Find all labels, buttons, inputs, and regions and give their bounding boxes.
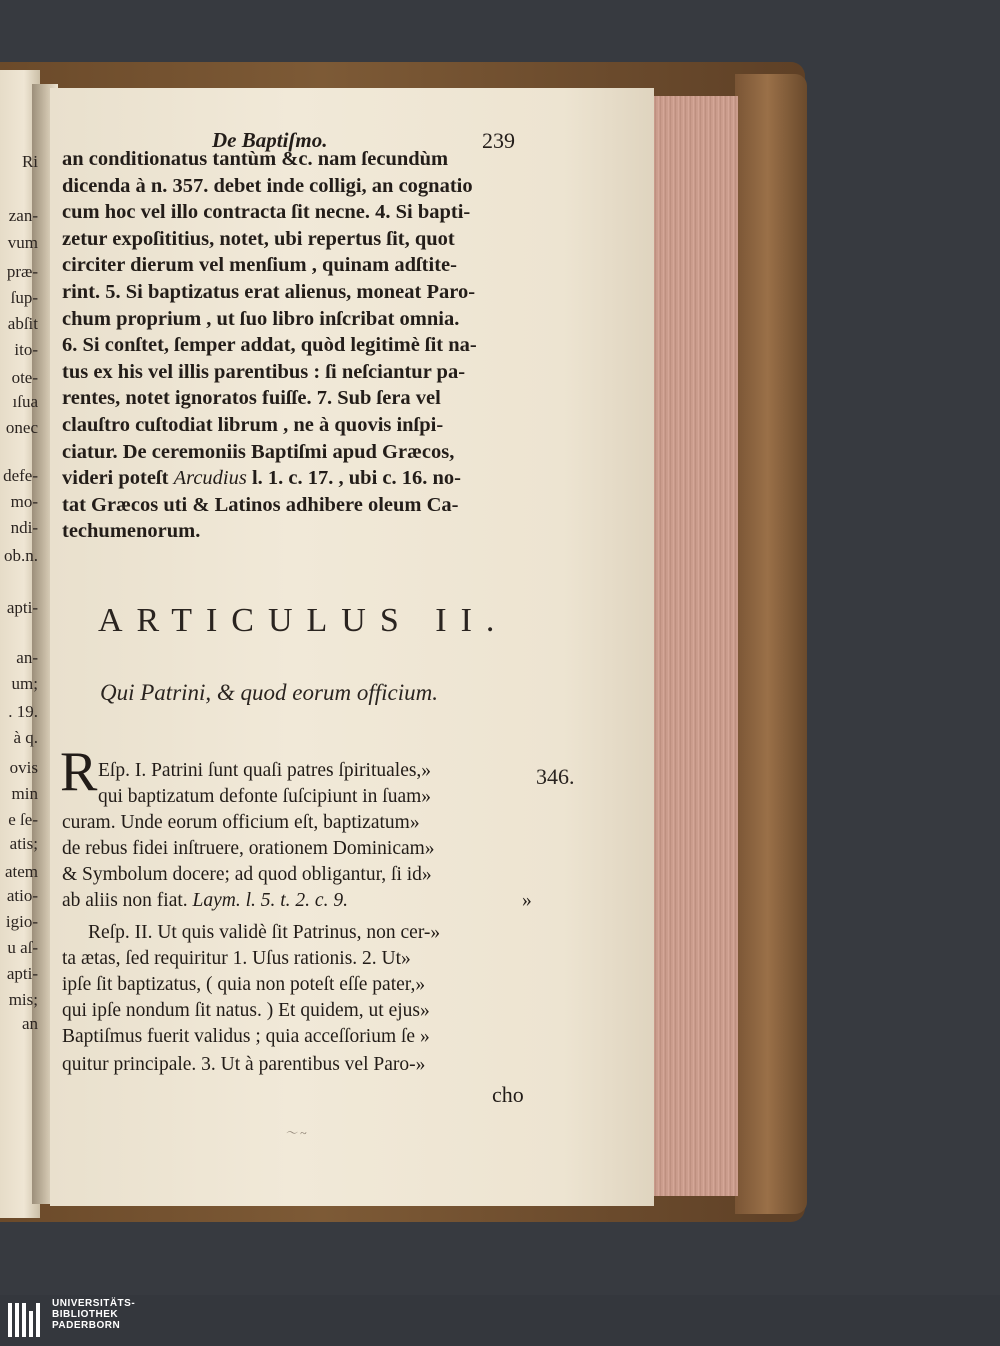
quote-mark: »	[522, 890, 532, 911]
response-line: Baptiſmus fuerit validus ; quia acceſſorium ſe »	[62, 1026, 430, 1047]
response-line: quitur principale. 3. Ut à parentibus vel Paro-»	[62, 1054, 426, 1075]
body-line: rentes, notet ignoratos fuiſſe. 7. Sub ſera vel	[62, 387, 441, 410]
body-line	[62, 467, 461, 490]
response-line: qui baptizatum defonte ſuſcipiunt in ſuam»	[98, 786, 432, 807]
cited-reference: l. 1. c. 17. , ubi c. 16. no-	[246, 467, 461, 490]
margin-fragment: Ri	[21, 152, 38, 171]
response-line: ipſe ſit baptizatus, ( quia non poteſt eſſe pater,»	[62, 974, 426, 995]
response-line: & Symbolum docere; ad quod obligantur, ſi id»	[62, 864, 432, 885]
library-name-line3: PADERBORN	[52, 1320, 121, 1331]
body-line: cum hoc vel illo contracta ſit necne. 4. Si bapti-	[62, 201, 471, 224]
margin-fragment: mo-	[10, 492, 38, 511]
laymann-citation: Laym. l. 5. t. 2. c. 9.	[187, 890, 348, 911]
margin-fragment: ndi-	[10, 518, 38, 537]
response-line: ab aliis non fiat. Laym. l. 5. t. 2. c. 9. »	[62, 890, 532, 911]
response-line: curam. Unde eorum officium eſt, baptizatum»	[62, 812, 420, 833]
margin-fragment: e ſe-	[8, 810, 38, 829]
margin-fragment: zan-	[8, 206, 38, 225]
margin-fragment: onec	[5, 418, 38, 437]
margin-fragment: atis;	[9, 834, 38, 853]
margin-fragment: . 19.	[8, 702, 38, 721]
response-line: Reſp. II. Ut quis validè ſit Patrinus, non cer-»	[88, 922, 441, 943]
book-cover-edge	[735, 74, 807, 1214]
body-line: an conditionatus tantùm &c. nam ſecundùm	[62, 148, 449, 170]
margin-fragment: apti-	[6, 964, 38, 983]
ink-smudge: ～ ~	[285, 1126, 307, 1140]
margin-fragment: præ-	[6, 262, 38, 281]
drop-cap: R	[60, 741, 98, 803]
library-name-line2: BIBLIOTHEK	[52, 1309, 119, 1320]
page-block-edge	[652, 96, 738, 1196]
body-line: circiter dierum vel menſium , quinam adſtite-	[62, 254, 457, 277]
body-line: tus ex his vel illis parentibus : ſi neſciantur pa-	[62, 360, 466, 383]
body-line: tat Græcos uti & Latinos adhibere oleum Ca-	[62, 493, 459, 516]
response-line: qui ipſe nondum ſit natus. ) Et quidem, ut ejus»	[62, 1000, 430, 1021]
response-line: de rebus fidei inſtruere, orationem Dominicam»	[62, 838, 435, 859]
margin-fragment: apti-	[6, 598, 38, 617]
margin-fragment: ote-	[11, 368, 38, 387]
library-footer	[0, 1295, 1000, 1346]
margin-fragment: ob.n.	[4, 546, 38, 565]
body-line: zetur expoſititius, notet, ubi repertus ſit, quot	[62, 227, 455, 250]
margin-fragment: ıſua	[12, 392, 38, 411]
margin-fragment: um;	[11, 674, 38, 693]
body-line: techumenorum.	[62, 520, 201, 543]
margin-number: 346.	[536, 764, 575, 789]
margin-fragment: vum	[7, 233, 38, 252]
library-logo-icon	[8, 1303, 48, 1337]
body-line: dicenda à n. 357. debet inde colligi, an cognatio	[62, 174, 473, 197]
body-line: chum proprium , ut ſuo libro inſcribat omnia.	[62, 307, 460, 330]
article-heading: ARTICULUS II.	[98, 602, 509, 639]
margin-fragment: min	[11, 784, 38, 803]
margin-fragment: igio-	[5, 912, 38, 931]
margin-fragment: ito-	[14, 340, 38, 359]
body-line: rint. 5. Si baptizatus erat alienus, moneat Paro-	[62, 281, 476, 303]
margin-fragment: ovis	[9, 758, 38, 777]
body-line: 6. Si conſtet, ſemper addat, quòd legitimè ſit na-	[62, 334, 477, 357]
body-line: ciatur. De ceremoniis Baptiſmi apud Græcos,	[62, 440, 455, 463]
running-header-title: De Baptiſmo.	[212, 128, 328, 152]
margin-fragment: defe-	[3, 466, 38, 485]
response-line: ta ætas, ſed requiritur 1. Uſus rationis. 2. Ut»	[62, 948, 411, 969]
body-line: clauſtro cuſtodiat librum , ne à quovis inſpi-	[62, 414, 444, 436]
margin-fragment: an	[21, 1014, 38, 1033]
page-number: 239	[482, 128, 515, 153]
margin-fragment: atio-	[6, 886, 38, 905]
catchword: cho	[492, 1082, 524, 1107]
article-subtitle: Qui Patrini, & quod eorum officium.	[100, 680, 438, 705]
margin-fragment: ſup-	[10, 288, 38, 307]
library-name-line1: UNIVERSITÄTS-	[52, 1298, 136, 1309]
margin-fragment: u aſ-	[7, 938, 38, 957]
margin-fragment: mis;	[8, 990, 38, 1009]
margin-fragment: abſit	[7, 314, 38, 333]
margin-fragment: atem	[4, 862, 38, 881]
response-line: Eſp. I. Patrini ſunt quaſi patres ſpirituales,»	[98, 760, 432, 781]
margin-fragment: à q.	[13, 728, 38, 747]
body-line-text: videri poteſt	[62, 467, 174, 490]
cited-author: Arcudius	[173, 467, 247, 490]
margin-fragment: an-	[16, 648, 38, 667]
